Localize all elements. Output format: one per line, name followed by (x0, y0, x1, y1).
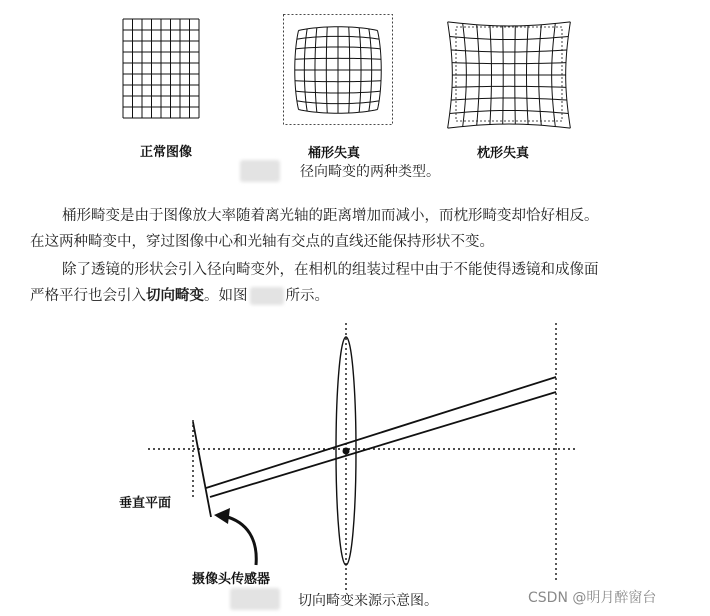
p2-text-before: 严格平行也会引入 (30, 288, 146, 304)
tilted-sensor-plane (193, 422, 211, 517)
barrel-distortion-label: 桶形失真 (308, 146, 361, 161)
sensor-pointer-arrow (224, 516, 256, 565)
p2-text-after: 所示。 (285, 288, 329, 304)
paragraph2-line1: 除了透镜的形状会引入径向畸变外，在相机的组装过程中由于不能使得透镜和成像面 (62, 262, 599, 278)
pincushion-distortion-label: 枕形失真 (477, 146, 530, 161)
figure2-number-redacted (230, 588, 280, 610)
csdn-watermark: CSDN @明月醉窗台 (528, 590, 657, 606)
paragraph1-line2: 在这两种畸变中，穿过图像中心和光轴有交点的直线还能保持形状不变。 (30, 234, 494, 250)
lens-center-point (343, 448, 350, 455)
figure2-caption: 切向畸变来源示意图。 (298, 593, 438, 609)
p2-text-mid: 。如图 (204, 288, 248, 304)
sensor-pointer-arrowhead (214, 508, 230, 524)
normal-image-label: 正常图像 (140, 145, 193, 160)
ray-lower (210, 392, 556, 497)
paragraph1-line1: 桶形畸变是由于图像放大率随着离光轴的距离增加而减小，而枕形畸变却恰好相反。 (62, 208, 599, 224)
vertical-plane-label: 垂直平面 (119, 496, 172, 511)
ray-upper (206, 377, 556, 488)
camera-sensor-label: 摄像头传感器 (192, 572, 271, 587)
figure1-caption: 径向畸变的两种类型。 (300, 164, 440, 180)
tangential-distortion-term: 切向畸变 (146, 288, 204, 304)
